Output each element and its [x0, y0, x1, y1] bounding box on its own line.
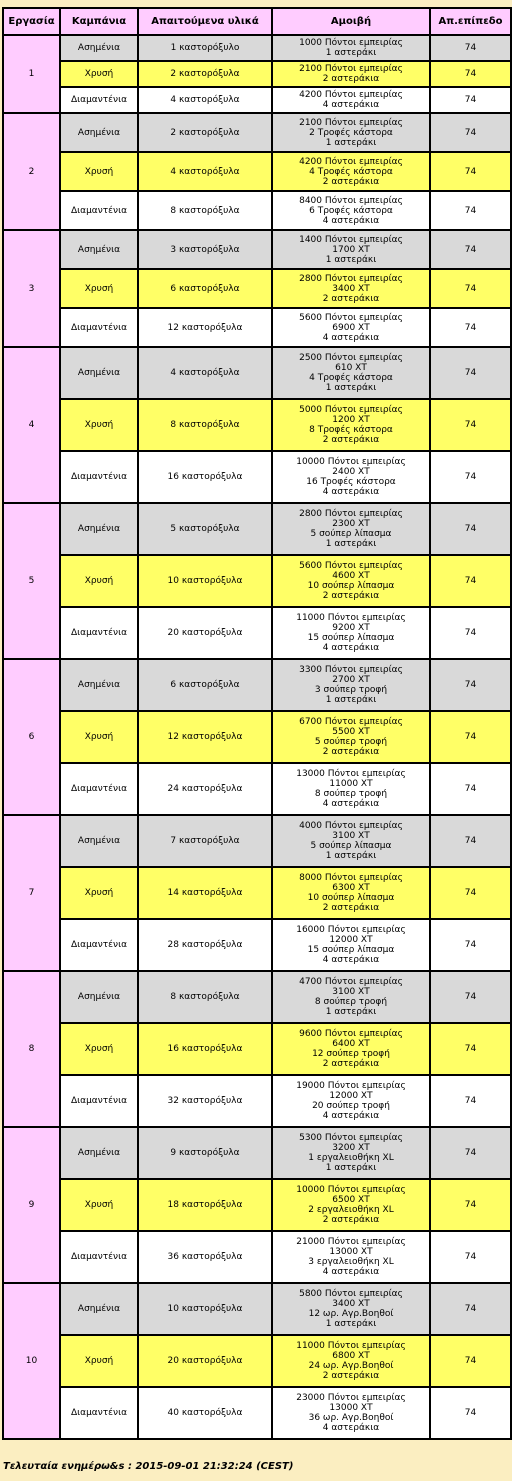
materials-cell: 20 καστορόξυλα: [138, 607, 272, 659]
materials-cell: 24 καστορόξυλα: [138, 763, 272, 815]
reward-line: 5 σούπερ λίπασμα: [310, 529, 392, 539]
reward-line: 5800 Πόντοι εμπειρίας: [299, 1289, 403, 1299]
level-cell: 74: [430, 230, 511, 269]
reward-line: 11000 Πόντοι εμπειρίας: [296, 1341, 406, 1351]
campaign-cell: Διαμαντένια: [60, 1075, 138, 1127]
materials-cell: 16 καστορόξυλα: [138, 1023, 272, 1075]
header-task: Εργασία: [3, 8, 60, 35]
materials-cell: 3 καστορόξυλα: [138, 230, 272, 269]
reward-line: 12 ωρ. Αγρ.Βοηθοί: [308, 1309, 394, 1319]
reward-line: 4 αστεράκια: [322, 799, 380, 809]
table-row: [3, 1075, 511, 1127]
table-row: [3, 867, 511, 919]
reward-line: 4 αστεράκια: [322, 643, 380, 653]
reward-line: 13000 ΧΤ: [329, 1247, 373, 1257]
campaign-cell: Χρυσή: [60, 399, 138, 451]
reward-cell: [272, 152, 430, 191]
reward-line: 6700 Πόντοι εμπειρίας: [299, 717, 403, 727]
reward-line: 1 αστεράκι: [325, 48, 377, 58]
reward-line: 15 σούπερ λίπασμα: [307, 633, 395, 643]
reward-line: 13000 ΧΤ: [329, 1403, 373, 1413]
materials-cell: 32 καστορόξυλα: [138, 1075, 272, 1127]
materials-cell: 36 καστορόξυλα: [138, 1231, 272, 1283]
table-row: [3, 61, 511, 87]
campaign-cell: Διαμαντένια: [60, 191, 138, 230]
reward-line: 4 Τροφές κάστορα: [309, 373, 393, 383]
reward-line: 4 αστεράκια: [322, 332, 380, 343]
reward-line: 10000 Πόντοι εμπειρίας: [296, 457, 406, 467]
level-cell: 74: [430, 1127, 511, 1179]
table-row: [3, 191, 511, 230]
materials-cell: 20 καστορόξυλα: [138, 1335, 272, 1387]
reward-line: 11000 ΧΤ: [329, 779, 373, 789]
level-cell: 74: [430, 35, 511, 61]
reward-line: 5 σούπερ λίπασμα: [310, 841, 392, 851]
reward-line: 2 αστεράκια: [322, 1215, 380, 1225]
reward-cell: [272, 230, 430, 269]
level-cell: 74: [430, 1283, 511, 1335]
reward-line: 5 σούπερ τροφή: [314, 737, 388, 747]
level-cell: 74: [430, 763, 511, 815]
materials-cell: 16 καστορόξυλα: [138, 451, 272, 503]
level-cell: 74: [430, 555, 511, 607]
table-row: [3, 35, 511, 61]
reward-line: 4000 Πόντοι εμπειρίας: [299, 821, 403, 831]
reward-line: 1400 Πόντοι εμπειρίας: [299, 234, 403, 245]
reward-line: 15 σούπερ λίπασμα: [307, 945, 395, 955]
campaign-cell: Χρυσή: [60, 867, 138, 919]
reward-line: 2 Τροφές κάστορα: [309, 127, 393, 138]
reward-line: 2 αστεράκια: [322, 435, 380, 445]
materials-cell: 4 καστορόξυλα: [138, 152, 272, 191]
campaign-cell: Διαμαντένια: [60, 607, 138, 659]
table-row: [3, 1179, 511, 1231]
task-number: 1: [3, 35, 60, 113]
reward-line: 3 σούπερ τροφή: [314, 685, 388, 695]
materials-cell: 6 καστορόξυλα: [138, 269, 272, 308]
level-cell: 74: [430, 503, 511, 555]
reward-line: 3 εργαλειοθήκη XL: [308, 1257, 394, 1267]
reward-line: 21000 Πόντοι εμπειρίας: [296, 1237, 406, 1247]
reward-line: 1 εργαλειοθήκη XL: [308, 1153, 394, 1163]
reward-line: 1 αστεράκι: [325, 695, 377, 705]
reward-line: 6800 ΧΤ: [332, 1351, 370, 1361]
campaign-cell: Ασημένια: [60, 971, 138, 1023]
campaign-cell: Χρυσή: [60, 711, 138, 763]
table-row: [3, 919, 511, 971]
campaign-cell: Ασημένια: [60, 113, 138, 152]
table-header-row: [3, 8, 511, 35]
reward-line: 1 αστεράκι: [325, 137, 377, 148]
reward-cell: [272, 1335, 430, 1387]
reward-line: 1 αστεράκι: [325, 851, 377, 861]
reward-line: 8 σούπερ τροφή: [314, 789, 388, 799]
table-row: [3, 308, 511, 347]
reward-line: 1 αστεράκι: [325, 383, 377, 393]
campaign-cell: Ασημένια: [60, 1283, 138, 1335]
level-cell: 74: [430, 1023, 511, 1075]
reward-cell: [272, 113, 430, 152]
header-campaign: Καμπάνια: [60, 8, 138, 35]
reward-line: 6500 ΧΤ: [332, 1195, 370, 1205]
table-row: [3, 87, 511, 113]
reward-cell: [272, 1075, 430, 1127]
campaign-cell: Ασημένια: [60, 659, 138, 711]
level-cell: 74: [430, 191, 511, 230]
reward-line: 4 αστεράκια: [322, 1423, 380, 1433]
reward-cell: [272, 451, 430, 503]
materials-cell: 18 καστορόξυλα: [138, 1179, 272, 1231]
level-cell: 74: [430, 971, 511, 1023]
reward-line: 4600 ΧΤ: [332, 571, 370, 581]
reward-cell: [272, 399, 430, 451]
level-cell: 74: [430, 1075, 511, 1127]
level-cell: 74: [430, 607, 511, 659]
reward-line: 11000 Πόντοι εμπειρίας: [296, 613, 406, 623]
reward-line: 2800 Πόντοι εμπειρίας: [299, 509, 403, 519]
level-cell: 74: [430, 399, 511, 451]
reward-cell: [272, 308, 430, 347]
campaign-cell: Χρυσή: [60, 269, 138, 308]
table-row: [3, 971, 511, 1023]
campaign-cell: Διαμαντένια: [60, 763, 138, 815]
reward-cell: [272, 971, 430, 1023]
task-number: 5: [3, 503, 60, 659]
last-updated: Τελευταία ενημέρω&s : 2015-09-01 21:32:24 (CEST): [3, 1461, 294, 1472]
reward-line: 23000 Πόντοι εμπειρίας: [296, 1393, 406, 1403]
reward-line: 4200 Πόντοι εμπειρίας: [299, 156, 403, 167]
reward-cell: [272, 191, 430, 230]
reward-line: 610 ΧΤ: [335, 363, 367, 373]
level-cell: 74: [430, 347, 511, 399]
reward-cell: [272, 659, 430, 711]
task-number: 6: [3, 659, 60, 815]
reward-cell: [272, 763, 430, 815]
reward-line: 2 αστεράκια: [322, 176, 380, 187]
reward-line: 1000 Πόντοι εμπειρίας: [299, 38, 403, 48]
reward-cell: [272, 1387, 430, 1439]
campaign-cell: Διαμαντένια: [60, 451, 138, 503]
campaign-cell: Ασημένια: [60, 230, 138, 269]
task-number: 10: [3, 1283, 60, 1439]
reward-line: 3200 ΧΤ: [332, 1143, 370, 1153]
campaign-cell: Χρυσή: [60, 152, 138, 191]
campaign-cell: Χρυσή: [60, 61, 138, 87]
reward-line: 8 Τροφές κάστορα: [309, 425, 393, 435]
level-cell: 74: [430, 451, 511, 503]
level-cell: 74: [430, 308, 511, 347]
materials-cell: 5 καστορόξυλα: [138, 503, 272, 555]
materials-cell: 12 καστορόξυλα: [138, 308, 272, 347]
reward-cell: [272, 1283, 430, 1335]
table-row: [3, 1387, 511, 1439]
task-number: 7: [3, 815, 60, 971]
reward-line: 3100 ΧΤ: [332, 831, 370, 841]
table-row: [3, 1023, 511, 1075]
level-cell: 74: [430, 1179, 511, 1231]
reward-line: 12000 ΧΤ: [329, 1091, 373, 1101]
reward-cell: [272, 503, 430, 555]
reward-line: 6900 ΧΤ: [332, 322, 370, 333]
reward-line: 10 σούπερ λίπασμα: [307, 893, 395, 903]
reward-line: 8400 Πόντοι εμπειρίας: [299, 195, 403, 206]
table-row: [3, 763, 511, 815]
reward-line: 5300 Πόντοι εμπειρίας: [299, 1133, 403, 1143]
reward-line: 6 Τροφές κάστορα: [309, 205, 393, 216]
reward-line: 4 αστεράκια: [322, 1267, 380, 1277]
campaign-cell: Ασημένια: [60, 503, 138, 555]
reward-cell: [272, 347, 430, 399]
reward-line: 8000 Πόντοι εμπειρίας: [299, 873, 403, 883]
reward-line: 1700 ΧΤ: [332, 244, 370, 255]
level-cell: 74: [430, 659, 511, 711]
table-row: [3, 815, 511, 867]
level-cell: 74: [430, 87, 511, 113]
level-cell: 74: [430, 61, 511, 87]
table-row: [3, 399, 511, 451]
reward-line: 3100 ΧΤ: [332, 987, 370, 997]
campaign-cell: Διαμαντένια: [60, 308, 138, 347]
reward-line: 4200 Πόντοι εμπειρίας: [299, 90, 403, 100]
task-number: 3: [3, 230, 60, 347]
materials-cell: 8 καστορόξυλα: [138, 399, 272, 451]
level-cell: 74: [430, 867, 511, 919]
table-row: [3, 659, 511, 711]
reward-cell: [272, 555, 430, 607]
level-cell: 74: [430, 113, 511, 152]
table-row: [3, 113, 511, 152]
materials-cell: 7 καστορόξυλα: [138, 815, 272, 867]
materials-cell: 8 καστορόξυλα: [138, 191, 272, 230]
level-cell: 74: [430, 1335, 511, 1387]
table-body: [3, 35, 511, 1439]
reward-line: 3400 ΧΤ: [332, 283, 370, 294]
table-row: [3, 1231, 511, 1283]
reward-line: 2 αστεράκια: [322, 747, 380, 757]
table-row: [3, 269, 511, 308]
reward-line: 2 εργαλειοθήκη XL: [308, 1205, 394, 1215]
reward-line: 6400 ΧΤ: [332, 1039, 370, 1049]
table-row: [3, 1283, 511, 1335]
reward-line: 16000 Πόντοι εμπειρίας: [296, 925, 406, 935]
materials-cell: 6 καστορόξυλα: [138, 659, 272, 711]
campaign-cell: Ασημένια: [60, 1127, 138, 1179]
table-row: [3, 152, 511, 191]
task-number: 9: [3, 1127, 60, 1283]
reward-line: 1 αστεράκι: [325, 1007, 377, 1017]
reward-line: 10000 Πόντοι εμπειρίας: [296, 1185, 406, 1195]
reward-line: 2 αστεράκια: [322, 293, 380, 304]
reward-line: 10 σούπερ λίπασμα: [307, 581, 395, 591]
materials-cell: 12 καστορόξυλα: [138, 711, 272, 763]
table-row: [3, 503, 511, 555]
quest-table-wrapper: [2, 7, 510, 1440]
reward-cell: [272, 269, 430, 308]
campaign-cell: Χρυσή: [60, 555, 138, 607]
materials-cell: 28 καστορόξυλα: [138, 919, 272, 971]
materials-cell: 10 καστορόξυλα: [138, 555, 272, 607]
reward-line: 2 αστεράκια: [322, 591, 380, 601]
reward-line: 8 σούπερ τροφή: [314, 997, 388, 1007]
header-reward: Αμοιβή: [272, 8, 430, 35]
reward-line: 20 σούπερ τροφή: [312, 1101, 390, 1111]
reward-line: 4700 Πόντοι εμπειρίας: [299, 977, 403, 987]
reward-cell: [272, 61, 430, 87]
reward-cell: [272, 1127, 430, 1179]
campaign-cell: Διαμαντένια: [60, 87, 138, 113]
level-cell: 74: [430, 815, 511, 867]
reward-line: 4 αστεράκια: [322, 1111, 380, 1121]
materials-cell: 10 καστορόξυλα: [138, 1283, 272, 1335]
table-row: [3, 1335, 511, 1387]
reward-line: 2 αστεράκια: [322, 74, 380, 84]
reward-line: 5600 Πόντοι εμπειρίας: [299, 561, 403, 571]
reward-cell: [272, 35, 430, 61]
campaign-cell: Ασημένια: [60, 347, 138, 399]
materials-cell: 14 καστορόξυλα: [138, 867, 272, 919]
reward-line: 4 αστεράκια: [322, 487, 380, 497]
reward-line: 1 αστεράκι: [325, 1163, 377, 1173]
reward-line: 4 αστεράκια: [322, 100, 380, 110]
reward-line: 2700 ΧΤ: [332, 675, 370, 685]
reward-line: 2500 Πόντοι εμπειρίας: [299, 353, 403, 363]
reward-line: 16 Τροφές κάστορα: [306, 477, 396, 487]
reward-line: 5500 ΧΤ: [332, 727, 370, 737]
reward-cell: [272, 711, 430, 763]
level-cell: 74: [430, 1231, 511, 1283]
campaign-cell: Ασημένια: [60, 35, 138, 61]
materials-cell: 1 καστορόξυλο: [138, 35, 272, 61]
campaign-cell: Χρυσή: [60, 1335, 138, 1387]
materials-cell: 2 καστορόξυλα: [138, 61, 272, 87]
reward-line: 12 σούπερ τροφή: [312, 1049, 390, 1059]
reward-line: 12000 ΧΤ: [329, 935, 373, 945]
reward-line: 4 Τροφές κάστορα: [309, 166, 393, 177]
reward-line: 24 ωρ. Αγρ.Βοηθοί: [308, 1361, 394, 1371]
level-cell: 74: [430, 1387, 511, 1439]
reward-line: 9600 Πόντοι εμπειρίας: [299, 1029, 403, 1039]
reward-line: 2 αστεράκια: [322, 1371, 380, 1381]
reward-line: 36 ωρ. Αγρ.Βοηθοί: [308, 1413, 394, 1423]
level-cell: 74: [430, 919, 511, 971]
header-materials: Απαιτούμενα υλικά: [138, 8, 272, 35]
reward-line: 2100 Πόντοι εμπειρίας: [299, 64, 403, 74]
level-cell: 74: [430, 269, 511, 308]
table-row: [3, 1127, 511, 1179]
campaign-cell: Χρυσή: [60, 1023, 138, 1075]
reward-cell: [272, 1231, 430, 1283]
reward-line: 2 αστεράκια: [322, 1059, 380, 1069]
reward-cell: [272, 919, 430, 971]
reward-cell: [272, 815, 430, 867]
table-row: [3, 347, 511, 399]
reward-line: 9200 ΧΤ: [332, 623, 370, 633]
reward-line: 4 αστεράκια: [322, 215, 380, 226]
materials-cell: 4 καστορόξυλα: [138, 87, 272, 113]
reward-line: 2 αστεράκια: [322, 903, 380, 913]
reward-cell: [272, 607, 430, 659]
reward-line: 2800 Πόντοι εμπειρίας: [299, 273, 403, 284]
campaign-cell: Χρυσή: [60, 1179, 138, 1231]
task-number: 2: [3, 113, 60, 230]
task-number: 4: [3, 347, 60, 503]
level-cell: 74: [430, 152, 511, 191]
table-row: [3, 451, 511, 503]
reward-line: 2300 ΧΤ: [332, 519, 370, 529]
reward-line: 13000 Πόντοι εμπειρίας: [296, 769, 406, 779]
materials-cell: 4 καστορόξυλα: [138, 347, 272, 399]
table-row: [3, 607, 511, 659]
table-row: [3, 230, 511, 269]
level-cell: 74: [430, 711, 511, 763]
reward-line: 5000 Πόντοι εμπειρίας: [299, 405, 403, 415]
reward-line: 3400 ΧΤ: [332, 1299, 370, 1309]
reward-line: 1 αστεράκι: [325, 1319, 377, 1329]
campaign-cell: Διαμαντένια: [60, 919, 138, 971]
reward-cell: [272, 1023, 430, 1075]
reward-line: 2400 ΧΤ: [332, 467, 370, 477]
reward-line: 5600 Πόντοι εμπειρίας: [299, 312, 403, 323]
reward-line: 19000 Πόντοι εμπειρίας: [296, 1081, 406, 1091]
task-number: 8: [3, 971, 60, 1127]
table-row: [3, 555, 511, 607]
campaign-cell: Διαμαντένια: [60, 1231, 138, 1283]
reward-line: 1200 ΧΤ: [332, 415, 370, 425]
reward-cell: [272, 1179, 430, 1231]
campaign-cell: Ασημένια: [60, 815, 138, 867]
materials-cell: 2 καστορόξυλα: [138, 113, 272, 152]
reward-line: 2100 Πόντοι εμπειρίας: [299, 117, 403, 128]
reward-cell: [272, 867, 430, 919]
materials-cell: 8 καστορόξυλα: [138, 971, 272, 1023]
reward-cell: [272, 87, 430, 113]
table-row: [3, 711, 511, 763]
reward-line: 6300 ΧΤ: [332, 883, 370, 893]
reward-line: 1 αστεράκι: [325, 539, 377, 549]
reward-line: 4 αστεράκια: [322, 955, 380, 965]
reward-line: 3300 Πόντοι εμπειρίας: [299, 665, 403, 675]
materials-cell: 9 καστορόξυλα: [138, 1127, 272, 1179]
materials-cell: 40 καστορόξυλα: [138, 1387, 272, 1439]
reward-line: 1 αστεράκι: [325, 254, 377, 265]
header-level: Απ.επίπεδο: [430, 8, 511, 35]
campaign-cell: Διαμαντένια: [60, 1387, 138, 1439]
quest-table: [2, 7, 512, 1440]
